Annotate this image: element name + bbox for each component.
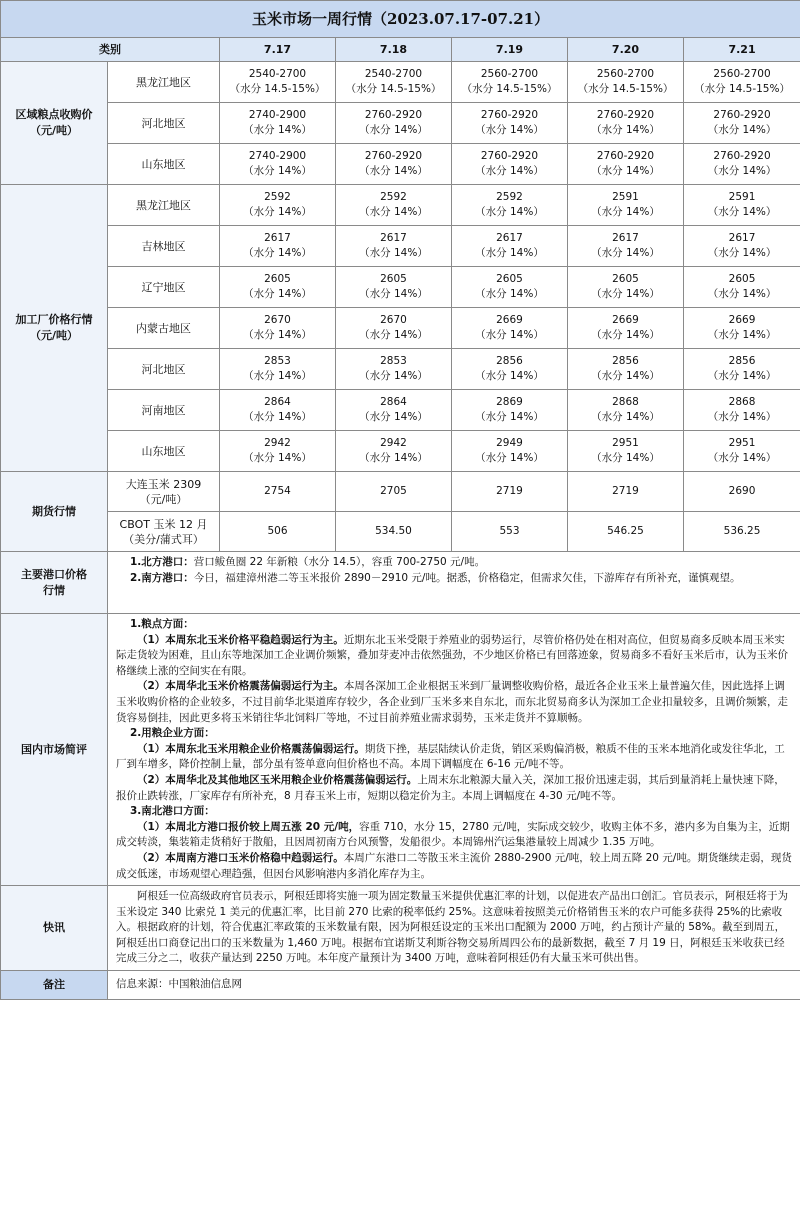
price-cell: 2760-2920 （水分 14%） [684,103,800,144]
price-cell: 2760-2920 （水分 14%） [568,144,684,185]
date-header: 7.21 [684,38,800,62]
price-cell: 2949 （水分 14%） [452,431,568,472]
note-text: 信息来源：中国粮油信息网 [108,971,800,1000]
review-paragraph: （2）本周南方港口玉米价格稳中趋弱运行。本周广东港口二等散玉米主流价 2880-2900 元/吨，较上周五降 20 元/吨。期货继续走弱，现货成交低迷，市场观望心理趋强，但因台风影响港内多消化库存为主。 [116,851,792,880]
price-cell: 2617 （水分 14%） [568,226,684,267]
port-item-head: 1.北方港口： [130,556,194,568]
region-name: 吉林地区 [108,226,220,267]
futures-value: 2705 [336,472,452,512]
price-cell: 2670 （水分 14%） [220,308,336,349]
price-cell: 2951 （水分 14%） [684,431,800,472]
price-cell: 2592 （水分 14%） [220,185,336,226]
price-cell: 2760-2920 （水分 14%） [568,103,684,144]
region-name: 河北地区 [108,103,220,144]
news-label: 快讯 [1,886,108,971]
futures-row [1,512,800,552]
review-row [1,614,800,886]
header-row [1,38,800,62]
price-cell: 2605 （水分 14%） [684,267,800,308]
processing-row [1,226,800,267]
review-section-head: 3.南北港口方面： [130,805,215,818]
price-cell: 2856 （水分 14%） [452,349,568,390]
price-cell: 2591 （水分 14%） [568,185,684,226]
price-cell: 2592 （水分 14%） [336,185,452,226]
page-title: 玉米市场一周行情（2023.07.17-07.21） [1,1,800,38]
regional-row [1,103,800,144]
price-cell: 2540-2700 （水分 14.5-15%） [220,62,336,103]
price-cell: 2617 （水分 14%） [336,226,452,267]
price-cell: 2856 （水分 14%） [568,349,684,390]
price-cell: 2605 （水分 14%） [336,267,452,308]
region-name: 黑龙江地区 [108,62,220,103]
date-header: 7.19 [452,38,568,62]
region-name: 黑龙江地区 [108,185,220,226]
futures-value: 553 [452,512,568,552]
futures-value: 506 [220,512,336,552]
price-cell: 2760-2920 （水分 14%） [452,103,568,144]
price-cell: 2760-2920 （水分 14%） [452,144,568,185]
price-cell: 2605 （水分 14%） [452,267,568,308]
price-cell: 2669 （水分 14%） [568,308,684,349]
port-item-text: 今日，福建漳州港二等玉米报价 2890－2910 元/吨。据悉，价格稳定，但需求欠佳，下游库存有所补充，谨慎观望。 [193,571,741,584]
futures-label: 期货行情 [1,472,108,552]
news-row [1,886,800,971]
price-cell: 2540-2700 （水分 14.5-15%） [336,62,452,103]
price-cell: 2853 （水分 14%） [220,349,336,390]
review-section-head: 2.用粮企业方面： [130,727,215,740]
futures-row [1,472,800,512]
review-content [108,614,800,886]
price-cell: 2740-2900 （水分 14%） [220,144,336,185]
review-paragraph: （2）本周华北玉米价格震荡偏弱运行为主。本周各深加工企业根据玉米到厂量调整收购价格，最近各企业玉米上量普遍欠佳，因此选择上调玉米收购价格的企业较多，不过目前华北渠道库存较少，各企业到厂玉米多来自东北，而东北贸易商多认为深加工企业扣量较多，且调价频繁，走货容易倒挂，因此更多将玉米销往华北饲料厂等地，不过目前养殖业需求弱势，玉米走货并不算顺畅。 [116,680,788,724]
price-cell: 2869 （水分 14%） [452,390,568,431]
futures-value: 2719 [452,472,568,512]
price-cell: 2868 （水分 14%） [684,390,800,431]
date-header: 7.20 [568,38,684,62]
futures-value: 2754 [220,472,336,512]
price-cell: 2605 （水分 14%） [568,267,684,308]
price-cell: 2760-2920 （水分 14%） [684,144,800,185]
price-cell: 2951 （水分 14%） [568,431,684,472]
processing-row [1,308,800,349]
processing-row [1,431,800,472]
futures-value: 2690 [684,472,800,512]
review-paragraph: （1）本周东北玉米用粮企业价格震荡偏弱运行。期货下挫，基层陆续认价走货，销区采购偏消极，粮质不佳的玉米本地消化或发往华北，工厂到车增多，降价控制上量，部分虽有签单意向但价格也不高。本周下调幅度在 6-16 元/吨不等。 [116,742,785,771]
price-cell: 2669 （水分 14%） [452,308,568,349]
price-cell: 2605 （水分 14%） [220,267,336,308]
futures-value: 546.25 [568,512,684,552]
price-cell: 2853 （水分 14%） [336,349,452,390]
review-paragraph: （1）本周东北玉米价格平稳趋弱运行为主。近期东北玉米受限于养殖业的弱势运行，尽管价格仍处在相对高位，但贸易商多反映本周玉米实际走货较为困难，且山东等地深加工企业调价频繁，叠加芽麦冲击依然强劲，不少地区价格已有回落迹象，贸易商多不看好玉米后市，认为玉米价格继续上涨的空间实在有限。 [116,633,788,677]
review-paragraph: （1）本周北方港口报价较上周五涨 20 元/吨，容重 710，水分 15，2780 元/吨，实际成交较少，收购主体不多，港内多为自集为主，近期成交转淡，集装箱走货稍好于散船，且因周初南方台风预警，发船很少。本周锦州汽运集港量较上周减少 1.35 万吨。 [116,820,790,849]
futures-value: 536.25 [684,512,800,552]
price-cell: 2864 （水分 14%） [336,390,452,431]
note-row [1,971,800,1000]
price-cell: 2617 （水分 14%） [220,226,336,267]
price-cell: 2591 （水分 14%） [684,185,800,226]
price-cell: 2560-2700 （水分 14.5-15%） [684,62,800,103]
news-content [108,886,800,971]
regional-row [1,144,800,185]
price-cell: 2760-2920 （水分 14%） [336,103,452,144]
price-cell: 2942 （水分 14%） [220,431,336,472]
price-cell: 2864 （水分 14%） [220,390,336,431]
processing-row [1,185,800,226]
region-name: 辽宁地区 [108,267,220,308]
processing-row [1,267,800,308]
price-cell: 2942 （水分 14%） [336,431,452,472]
region-name: 山东地区 [108,431,220,472]
processing-label: 加工厂价格行情 （元/吨） [1,185,108,472]
price-cell: 2740-2900 （水分 14%） [220,103,336,144]
news-text: 阿根廷一位高级政府官员表示，阿根廷即将实施一项为固定数量玉米提供优惠汇率的计划，以促进农产品出口创汇。官员表示，阿根廷将于为玉米设定 340 比索兑 1 美元的优惠汇率，比目前 270 比索的税率低约 25%。这意味着按照美元价格销售玉米的农户可能多获得 25%的比索收入。根据政府的计划，符合优惠汇率政策的玉米数量有限，因为阿根廷设定的玉米出口配额为 2000 万吨，约占预计产量的 58%。截至到周五，阿根廷出口商登记出口的玉米数量为 1,460 万吨。根据布宜诺斯艾利斯谷物交易所周四公布的最新数据，截至 7 月 19 日，阿根廷玉米收获已经完成三分之二，收获产量达到 2250 万吨。本年度产量预计为 3400 万吨，意味着阿根廷仍有大量玉米可供出售。 [116,890,788,965]
futures-value: 2719 [568,472,684,512]
price-cell: 2560-2700 （水分 14.5-15%） [452,62,568,103]
futures-name: 大连玉米 2309 （元/吨） [108,472,220,512]
note-label: 备注 [1,971,108,1000]
price-cell: 2617 （水分 14%） [684,226,800,267]
region-name: 河南地区 [108,390,220,431]
date-header: 7.18 [336,38,452,62]
port-row [1,552,800,614]
price-cell: 2560-2700 （水分 14.5-15%） [568,62,684,103]
processing-row [1,390,800,431]
review-label: 国内市场简评 [1,614,108,886]
price-cell: 2617 （水分 14%） [452,226,568,267]
processing-row [1,349,800,390]
port-item-text: 营口鲅鱼圈 22 年新粮（水分 14.5），容重 700-2750 元/吨。 [193,556,486,568]
price-cell: 2760-2920 （水分 14%） [336,144,452,185]
price-cell: 2592 （水分 14%） [452,185,568,226]
date-header: 7.17 [220,38,336,62]
price-cell: 2669 （水分 14%） [684,308,800,349]
port-content [108,552,800,614]
price-cell: 2856 （水分 14%） [684,349,800,390]
futures-value: 534.50 [336,512,452,552]
review-section-head: 1.粮点方面： [130,618,194,630]
port-label: 主要港口价格 行情 [1,552,108,614]
region-name: 山东地区 [108,144,220,185]
regional-row [1,62,800,103]
regional-label: 区域粮点收购价 （元/吨） [1,62,108,185]
region-name: 内蒙古地区 [108,308,220,349]
region-name: 河北地区 [108,349,220,390]
price-cell: 2670 （水分 14%） [336,308,452,349]
futures-name: CBOT 玉米 12 月 （美分/蒲式耳） [108,512,220,552]
price-cell: 2868 （水分 14%） [568,390,684,431]
port-item-head: 2.南方港口： [130,571,194,584]
category-header: 类别 [1,38,220,62]
review-paragraph: （2）本周华北及其他地区玉米用粮企业价格震荡偏弱运行。上周末东北粮源大量入关，深加工报价迅速走弱，其后到量消耗上量快速下降，报价止跌转涨，厂家库存有所补充，8 月春玉米上市，短期以稳定价为主。本周上调幅度在 4-30 元/吨不等。 [116,773,785,802]
